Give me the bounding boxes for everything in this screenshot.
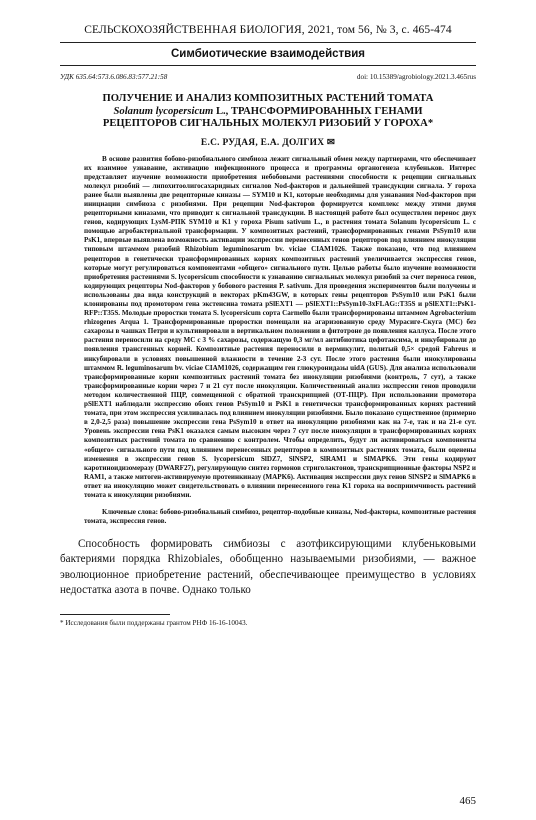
title-line-1: ПОЛУЧЕНИЕ И АНАЛИЗ КОМПОЗИТНЫХ РАСТЕНИЙ ТОМАТА [102, 93, 434, 104]
abstract [84, 155, 476, 501]
title-line-2-rest: L., ТРАНСФОРМИРОВАННЫХ ГЕНАМИ [213, 105, 423, 117]
section-heading: Симбиотические взаимодействия [60, 48, 476, 66]
title-line-3: РЕЦЕПТОРОВ СИГНАЛЬНЫХ МОЛЕКУЛ РИЗОБИЙ У ГОРОХА* [102, 118, 434, 129]
title-line-2 [60, 106, 476, 119]
body-paragraph: Способность формировать симбиозы с азотфиксирующими клубеньковыми бактериями порядка Rhizobiales, обобщенно называемыми ризобиями, — важное эволюционное приобретение растений, обеспечивающее преимущество в условиях недостатка азота в почве. Однако только [60, 538, 476, 596]
keywords-text: Ключевые слова: бобово-ризобиальный симбиоз, рецептор-подобные киназы, Nod-факторы, композитные растения томата, экспрессия генов. [84, 508, 476, 526]
footnote-divider [60, 614, 170, 615]
authors: Е.С. РУДАЯ, Е.А. ДОЛГИХ ✉ [200, 137, 336, 148]
article-title [60, 93, 476, 131]
page-number: 465 [459, 795, 476, 807]
article-meta [60, 73, 476, 81]
journal-header: СЕЛЬСКОХОЗЯЙСТВЕННАЯ БИОЛОГИЯ, 2021, том 56, № 3, с. 465-474 [60, 22, 476, 43]
title-species: Solanum lycopersicum [113, 105, 214, 117]
article-page [60, 22, 476, 807]
udk-code: УДК 635.64:573.6.086.83:577.21:58 [60, 73, 168, 81]
doi-link[interactable]: doi: 10.15389/agrobiology.2021.3.465rus [356, 73, 476, 81]
footnote: * Исследования были поддержаны грантом РНФ 16-16-10043. [60, 619, 248, 628]
keywords [84, 508, 476, 526]
abstract-text: В основе развития бобово-ризобиального симбиоза лежит сигнальный обмен между партнерами, что обеспечивает их взаимное узнавание, активацию инфекционного процесса и программы органогенеза клубеньков. Интерес представляет изучение возможности приобретения небобовыми растениями способности к рецепции сигнальных молекул ризобий — липохитоолигосахаридных сигналов Nod-факторов и дальнейшей трансдукции сигнала. У гороха ранее были выявлены две рецепторные киназы — SYM10 и K1, которые необходимы для узнавания Nod-факторов при инициации симбиоза с ризобиями. При рецепции Nod-факторов формируется комплекс между этими двумя рецепторными киназами, что приводит к сигнальной трансдукции. В настоящей работе был осуществлен перенос двух генов, кодирующих LysM-РПК SYM10 и K1 у гороха Pisum sativum L., в растения томата Solanum lycopersicum L. с помощью агробактериальной трансформации. У композитных растений, трансформированных генами PsSym10 или PsK1, впервые выявлена возможность активации экспрессии перенесенных генов рецепторов под влиянием инокуляции типовым штаммом ризобий Rhizobium leguminosarum bv. viciae CIAM1026. Также показано, что под влиянием рецепторов в генетически трансформированных корнях композитных растений увеличивается экспрессия генов, которые могут регулироваться компонентами «общего» сигнального пути. Целью работы было изучение возможности приобретения растениями S. lycopersicum способности к узнаванию сигнальных молекул ризобий за счет переноса генов, кодирующих рецепторы Nod-факторов у бобового растения P. sativum. Для проведения экспериментов были получены и использованы два вида конструкций в векторах pKm43GW, в которых гены рецепторов PsSym10 или PsK1 были клонированы под промотором гена экстенсина томата pSlEXT1 — pSlEXT1::PsSym10-3xFLAG::T35S и pSlEXT1::PsK1-RFP::T35S. Молодые проростки томата S. lycopersicum сорта Carmello были трансформированы штаммом Agrobacterium rhizogenes Arqua 1. Трансформированные проростки помещали на агаризованную среду Мурасиге-Скуга (МС) без сахарозы в чашках Петри и культивировали в вертикальном положении в фитотроне до появления каллуса. После этого растения переносили на среду МС с 3 % сахарозы, содержащую 0,3 мг/мл антибиотика цефотаксима, и инкубировали до появления трансгенных корней. Композитные растения переносили в вермикулит, политый 0,5× средой Fahreus и инкубировали в условиях повышенной влажности в течение 2-3 сут. После этого растения были инокулированы штаммом R. leguminosarum bv. viciae CIAM1026, содержащим ген глюкуронидазы uidA (GUS). Для анализа использовали трансформированные корни композитных растений томата без инокуляции ризобиями (контроль, 7 сут), а также трансформированные корни через 7 и 21 сут после инокуляции. Количественный анализ экспрессии генов проводили методом количественной ПЦР, совмещенной с обратной транскрипцией (ОТ-ПЦР). При использовании промотора pSlEXT1 наблюдали экспрессию обоих генов PsSym10 и PsK1 в генетически трансформированных корнях растений томата, при этом экспрессия усиливалась под влиянием инокуляции ризобиями. Было показано существенное (примерно в 2,0-2,5 раза) повышение экспрессии гена PsSym10 в ответ на инокуляцию ризобиями как на 7-е, так и на 21-е сут. Уровень экспрессии гена PsK1 оказался самым высоким через 7 сут после инокуляции в трансформированных корнях композитных растений томата по сравнению с контролем. Чтобы определить, будут ли активироваться компоненты «общего» сигнального пути под влиянием перенесенных рецепторов в композитных растениях томата, были оценены изменения в экспрессии генов S. lycopersicum SlDZ7, SlNSP2, SlRAM1 и SlMAPK6. Эти гены кодируют каротиноидизомеразу (DWARF27), регулирующую синтез гормонов стриголактонов, транскрипционные факторы NSP2 и RAM1, а также митоген-активируемую протеинкиназу (MAPK6). Активация экспрессии двух генов SlNSP2 и SlMAPK6 в ответ на инокуляцию может свидетельствовать о влиянии перенесенного гена K1 гороха на восприимчивость растений томата к инокуляции ризобиями. [84, 154, 476, 499]
body-text [60, 537, 476, 598]
